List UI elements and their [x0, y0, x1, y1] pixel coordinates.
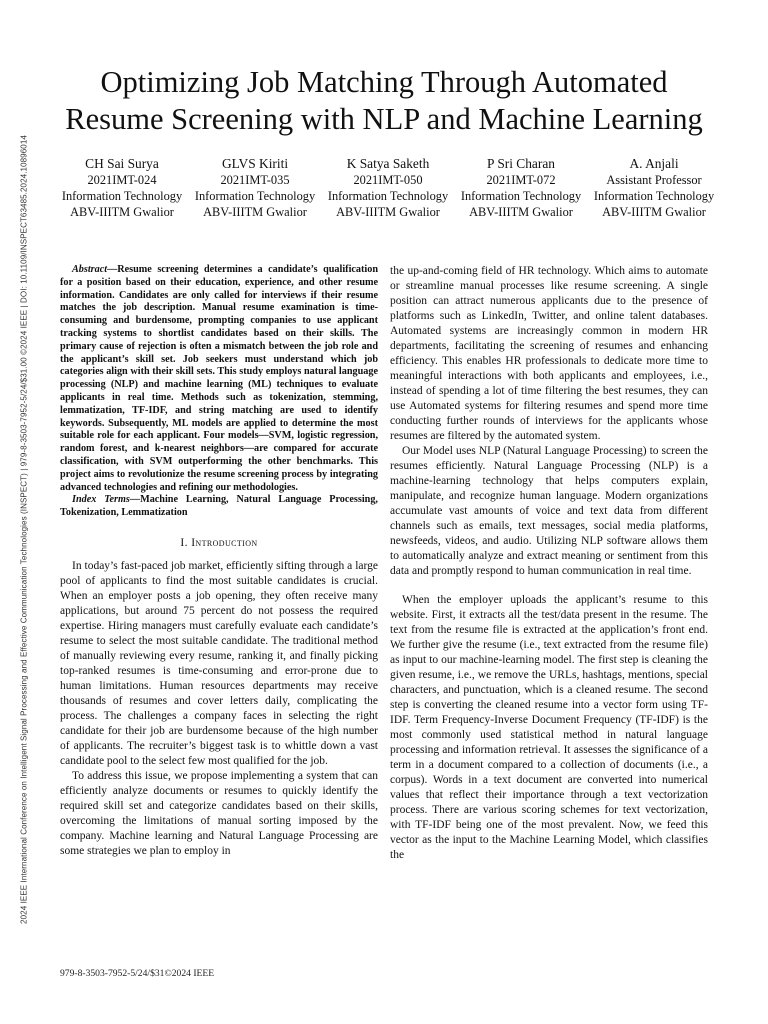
- title-line-1: Optimizing Job Matching Through Automated: [100, 65, 668, 99]
- body-paragraph: To address this issue, we propose implementing a system that can efficiently analyze documents or resumes to quickly identify the required skill set and categorize candidates based on their skills, overcoming the limitations of manual sorting imposed by the company. Machine learning and Natural Language Processing are some strategies we plan to employ in: [60, 769, 378, 857]
- author-block: [58, 156, 718, 220]
- section-number: I.: [180, 536, 188, 549]
- index-terms-text: —Machine Learning, Natural Language Processing, Tokenization, Lemmatization: [60, 494, 378, 519]
- author-inst: ABV-IIITM Gwalior: [336, 205, 440, 219]
- author-name: K Satya Saketh: [346, 156, 430, 171]
- author-dept: Information Technology: [61, 189, 183, 203]
- author-name: A. Anjali: [629, 156, 679, 171]
- author-inst: ABV-IIITM Gwalior: [70, 205, 174, 219]
- author-name: GLVS Kiriti: [221, 156, 289, 171]
- author-id: 2021IMT-050: [353, 173, 423, 187]
- author-id: 2021IMT-024: [87, 173, 157, 187]
- author-id: Assistant Professor: [606, 173, 702, 187]
- author: [457, 156, 585, 220]
- author-name: P Sri Charan: [487, 156, 555, 171]
- abstract-label: Abstract: [72, 264, 108, 275]
- author-dept: Information Technology: [593, 189, 715, 203]
- body-paragraph: Our Model uses NLP (Natural Language Processing) to screen the resumes efficiently. Natural Language Processing (NLP) is a machine-learning technology that helps computers explain, manipulate, and recognize human language. Modern organizations accumulate vast amounts of voice and text data from different channels such as emails, text messages, social media platforms, newsfeeds, videos, and audio. Utilizing NLP software allows them to automatically analyze and extract meaning or sentiment from this data and promptly respond to human communication in real time.: [390, 445, 708, 577]
- author-dept: Information Technology: [327, 189, 449, 203]
- author-dept: Information Technology: [460, 189, 582, 203]
- section-heading: [60, 536, 378, 551]
- author-inst: ABV-IIITM Gwalior: [602, 205, 706, 219]
- left-column: [60, 264, 378, 859]
- index-terms-label: Index Terms: [72, 494, 130, 506]
- paper-title: [40, 64, 728, 138]
- author-id: 2021IMT-072: [486, 173, 556, 187]
- body-paragraph: When the employer uploads the applicant’s resume to this website. First, it extracts all the test/data present in the resume. The text from the resume file is extracted at the application’s front end. We further give the resume (i.e., text extracted from the resume file) as input to our machine-learning model. The first step is cleaning the given resume, i.e., we remove the URLs, hashtags, mentions, special characters, and punctuation, which is a cleaned resume. The second step is converting the cleaned resume into a vector form using TF-IDF. Term Frequency-Inverse Document Frequency (TF-IDF) is the most commonly used statistical method in natural language processing and information retrieval. It assesses the significance of a term in a document compared to a collection of documents (i.e., a corpus). Words in a text document are converted into numerical values that reflect their importance through a text vectorization process. There are various scoring schemes for text vectorization, with TF-IDF being one of the most prevalent. Now, we feed this vector as the input to the Machine Learning Model, which classifies the: [390, 594, 708, 861]
- abstract-text: —Resume screening determines a candidate’s qualification for a position based on their education, experience, and other resume information. Candidates are only called for interviews if their resume matches the job description. Manual resume examination is time-consuming and burdensome, prompting companies to use applicant tracking systems to shortlist candidates based on their skills. The primary cause of rejection is often a mismatch between the job role and the applicant’s skill set. Job seekers must understand which job categories align with their skill sets. This study employs natural language processing (NLP) and machine learning (ML) techniques to evaluate applicants in real time. Methods such as tokenization, stemming, lemmatization, TF-IDF, and string matching are used to identify keywords. Subsequently, ML models are applied to determine the most suitable role for each applicant. Four models—SVM, logistic regression, random forest, and k-nearest neighbors—are compared for accurate classification, with SVM outperforming the other benchmarks. This project aims to revolutionize the resume screening process by integrating advanced technologies and refining our methodologies.: [60, 264, 378, 493]
- body-paragraph: the up-and-coming field of HR technology. Which aims to automate or streamline manual processes like resume screening. A single position can attract numerous applicants due to the presence of platforms such as LinkedIn, Twitter, and online talent databases. Automated systems are increasingly common in modern HR departments, facilitating the screening of resumes and enhancing efficiency. This enables HR professionals to dedicate more time to meaningful interactions with both applicants and employees, i.e., instead of spending a lot of time filtering the best resumes, they can use Automated systems for filtering resumes and spend more time conducting further rounds of interviews for the applicants whose resumes are filtered by the automated system.: [390, 265, 708, 442]
- section-title: Introduction: [191, 536, 258, 549]
- author-id: 2021IMT-035: [220, 173, 290, 187]
- side-citation-note: 2024 IEEE International Conference on Intelligent Signal Processing and Effective Communication Technologies (INSPECT) | 979-8-3503-7952-5/24/$31.00 ©2024 IEEE | DOI: 10.1109/INSPECT63485.2024.10896014: [19, 135, 29, 924]
- author: [58, 156, 186, 220]
- author-dept: Information Technology: [194, 189, 316, 203]
- title-line-2: Resume Screening with NLP and Machine Learning: [65, 102, 703, 136]
- right-column: [390, 264, 708, 863]
- author-inst: ABV-IIITM Gwalior: [203, 205, 307, 219]
- index-terms: [60, 494, 378, 520]
- author: [590, 156, 718, 220]
- page-footer: 979-8-3503-7952-5/24/$31©2024 IEEE: [60, 968, 215, 979]
- author-name: CH Sai Surya: [85, 156, 159, 171]
- abstract: [60, 264, 378, 494]
- author: [191, 156, 319, 220]
- author-inst: ABV-IIITM Gwalior: [469, 205, 573, 219]
- author: [324, 156, 452, 220]
- body-paragraph: In today’s fast-paced job market, efficiently sifting through a large pool of applicants to find the most suitable candidates is crucial. When an employer posts a job opening, they often receive many applications, but around 75 percent do not possess the required expertise. Hiring managers must carefully evaluate each candidate’s resume to select the most suitable candidate. The traditional method of manually reviewing every resume, ranking it, and finally picking top-ranked resumes is time-consuming and error-prone due to human limitations. Human resources departments may receive thousands of resumes and cover letters daily, complicating the process. The challenges a company faces in selecting the right candidate for their job are burdensome because of the high number of applicants. The recruiter’s biggest task is to whittle down a vast candidate pool to the select few most qualified for the job.: [60, 559, 378, 767]
